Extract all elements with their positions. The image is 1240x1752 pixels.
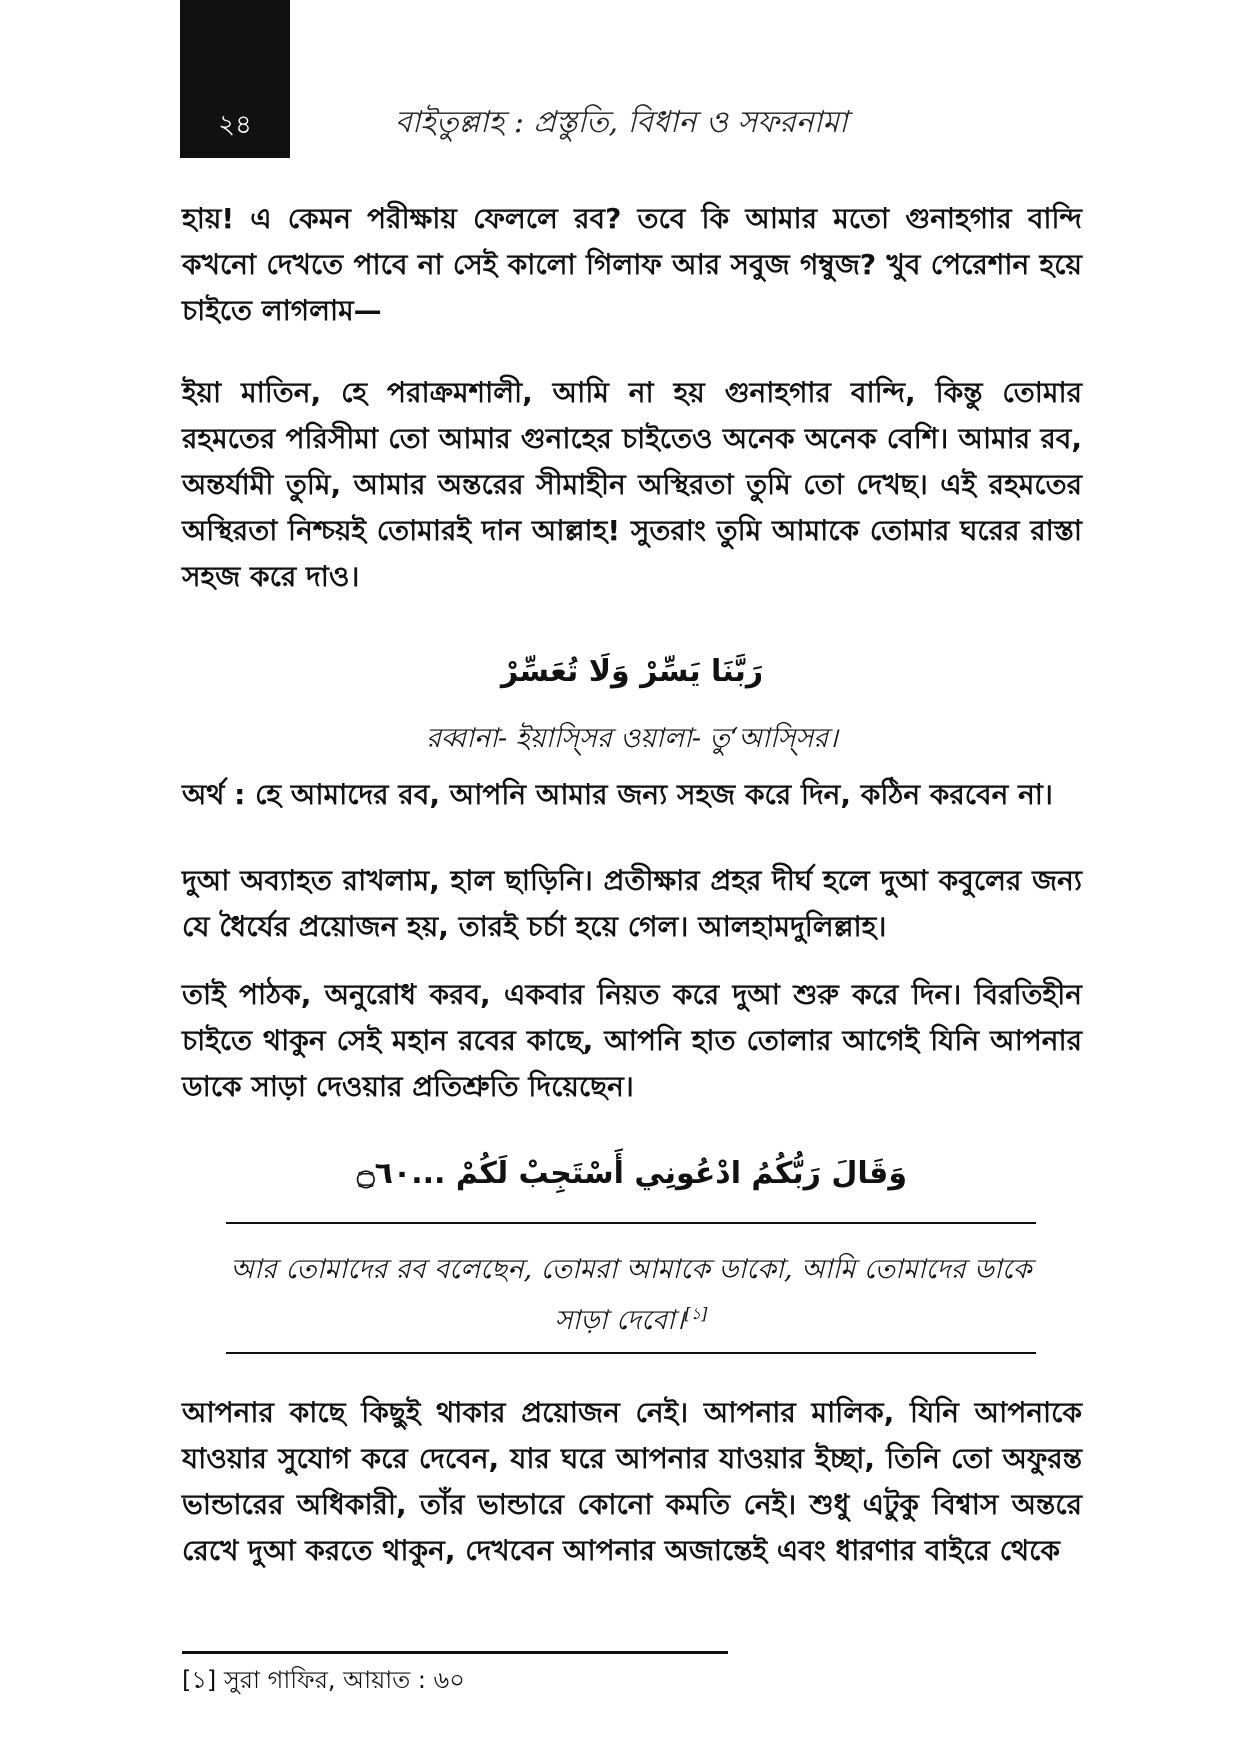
footnote-divider [182, 1651, 728, 1654]
quote-rule-top [226, 1222, 1036, 1224]
paragraph-2: ইয়া মাতিন, হে পরাক্রমশালী, আমি না হয় গুনাহগার বান্দি, কিন্তু তোমার রহমতের পরিসীমা তো আমার গুনাহের চাইতেও অনেক অনেক বেশি। আমার রব, অন্তর্যামী তুমি, আমার অন্তরের সীমাহীন অস্থিরতা তুমি তো দেখছ। এই রহমতের অস্থিরতা নিশ্চয়ই তোমারই দান আল্লাহ! সুতরাং তুমি আমাকে তোমার ঘরের রাস্তা সহজ করে দাও। [182, 376, 1082, 593]
paragraph-5: আপনার কাছে কিছুই থাকার প্রয়োজন নেই। আপনার মালিক, যিনি আপনাকে যাওয়ার সুযোগ করে দেবেন, যার ঘরে আপনার যাওয়ার ইচ্ছা, তিনি তো অফুরন্ত ভান্ডারের অধিকারী, তাঁর ভান্ডারে কোনো কমতি নেই। শুধু এটুকু বিশ্বাস অন্তরে রেখে দুআ করতে থাকুন, দেখবেন আপনার অজান্তেই এবং ধারণার বাইরে থেকে [182, 1396, 1082, 1567]
footnote-marker: [১] [182, 1666, 217, 1694]
verse-translation-text: আর তোমাদের রব বলেছেন, তোমরা আমাকে ডাকো, আমি তোমাদের ডাকে সাড়া দেবো। [230, 1254, 1032, 1336]
page-number-tab [180, 0, 290, 158]
running-title: বাইতুল্লাহ : প্রস্তুতি, বিধান ও সফরনামা [395, 105, 848, 140]
transliteration: রব্বানা- ইয়াস্সির ওয়ালা- তু‘আস্সির। [426, 723, 838, 754]
paragraph-1: হায়! এ কেমন পরীক্ষায় ফেললে রব? তবে কি আমার মতো গুনাহগার বান্দি কখনো দেখতে পাবে না সেই কালো গিলাফ আর সবুজ গম্বুজ? খুব পেরেশান হয়ে চাইতে লাগলাম— [182, 202, 1082, 327]
verse-translation [226, 1248, 1036, 1343]
paragraph-4: তাই পাঠক, অনুরোধ করব, একবার নিয়ত করে দুআ শুরু করে দিন। বিরতিহীন চাইতে থাকুন সেই মহান রবের কাছে, আপনি হাত তোলার আগেই যিনি আপনার ডাকে সাড়া দেওয়ার প্রতিশ্রুতি দিয়েছেন। [182, 978, 1082, 1103]
dua-meaning: অর্থ : হে আমাদের রব, আপনি আমার জন্য সহজ করে দিন, কঠিন করবেন না। [182, 778, 1053, 811]
footnote-ref[interactable]: [১] [684, 1304, 708, 1323]
arabic-verse: وَقَالَ رَبُّكُمُ ادْعُونِي أَسْتَجِبْ لَكُمْ ...۝٦٠ [357, 1156, 907, 1191]
footnote-text: সুরা গাফির, আয়াত : ৬০ [223, 1666, 465, 1694]
quote-rule-bottom [226, 1352, 1036, 1354]
paragraph-3: দুআ অব্যাহত রাখলাম, হাল ছাড়িনি। প্রতীক্ষার প্রহর দীর্ঘ হলে দুআ কবুলের জন্য যে ধৈর্যের প্রয়োজন হয়, তারই চর্চা হয়ে গেল। আলহামদুলিল্লাহ। [182, 864, 1082, 943]
footnote [182, 1662, 782, 1698]
arabic-dua: رَبَّنَا يَسِّرْ وَلَا تُعَسِّرْ [500, 654, 764, 689]
page-number: ২৪ [218, 110, 252, 140]
